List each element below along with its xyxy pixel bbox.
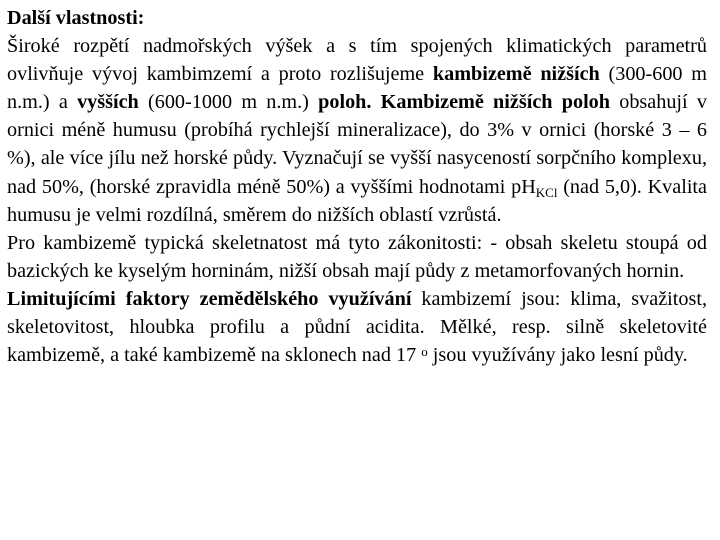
p1-text-4: obsahují v ornici méně humusu (probíhá rychlejší mineralizace), do 3% v ornici (horské 3 – 6 %), ale více jílu než horské půdy. Vyznačují se vyšší nasyceností sorpčního komplexu, nad 50%, (horské zpravidla méně 50%) a vyššími hodnotami pH bbox=[7, 91, 707, 198]
paragraph-skeleton: Pro kambizemě typická skeletnatost má tyto zákonitosti: - obsah skeletu stoupá od bazických ke kyselým horninám, nižší obsah mají půdy z metamorfovaných hornin. bbox=[7, 231, 707, 282]
p1-text-1: Široké rozpětí nadmořských výšek a s tím spojených klimatických parametrů ovlivňuje vývoj kambimzemí a proto rozlišujeme bbox=[7, 35, 707, 86]
p3-text-2: jsou využívány jako lesní půdy. bbox=[427, 344, 688, 367]
text-block bbox=[7, 4, 707, 369]
p1-text-5: (nad 5,0). Kvalita humusu je velmi rozdílná, směrem do nižších oblastí vzrůstá. bbox=[7, 175, 707, 226]
p1-text-3: (600-1000 m n.m.) bbox=[138, 91, 319, 114]
p1-bold-higher: vyšších bbox=[77, 91, 139, 114]
paragraph-limiting-factors bbox=[7, 285, 707, 369]
p1-text-2: (300-600 m n.m.) a bbox=[7, 63, 707, 114]
ph-subscript: KCl bbox=[535, 184, 558, 200]
p3-bold-limiting: Limitujícími faktory zemědělského využívání bbox=[7, 287, 412, 310]
p3-text-1: kambizemí jsou: klima, svažitost, skeletovitost, hloubka profilu a půdní acidita. Mělké, resp. silně skeletovité kambizemě, a také kambizemě na sklonech nad 17 bbox=[7, 287, 707, 367]
p1-bold-lower-positions: poloh. Kambizemě nižších poloh bbox=[318, 91, 610, 114]
degree-symbol: o bbox=[421, 344, 428, 360]
p1-bold-lower: kambizemě nižších bbox=[432, 63, 600, 86]
section-heading: Další vlastnosti: bbox=[7, 7, 145, 29]
paragraph-elevation bbox=[7, 32, 707, 229]
